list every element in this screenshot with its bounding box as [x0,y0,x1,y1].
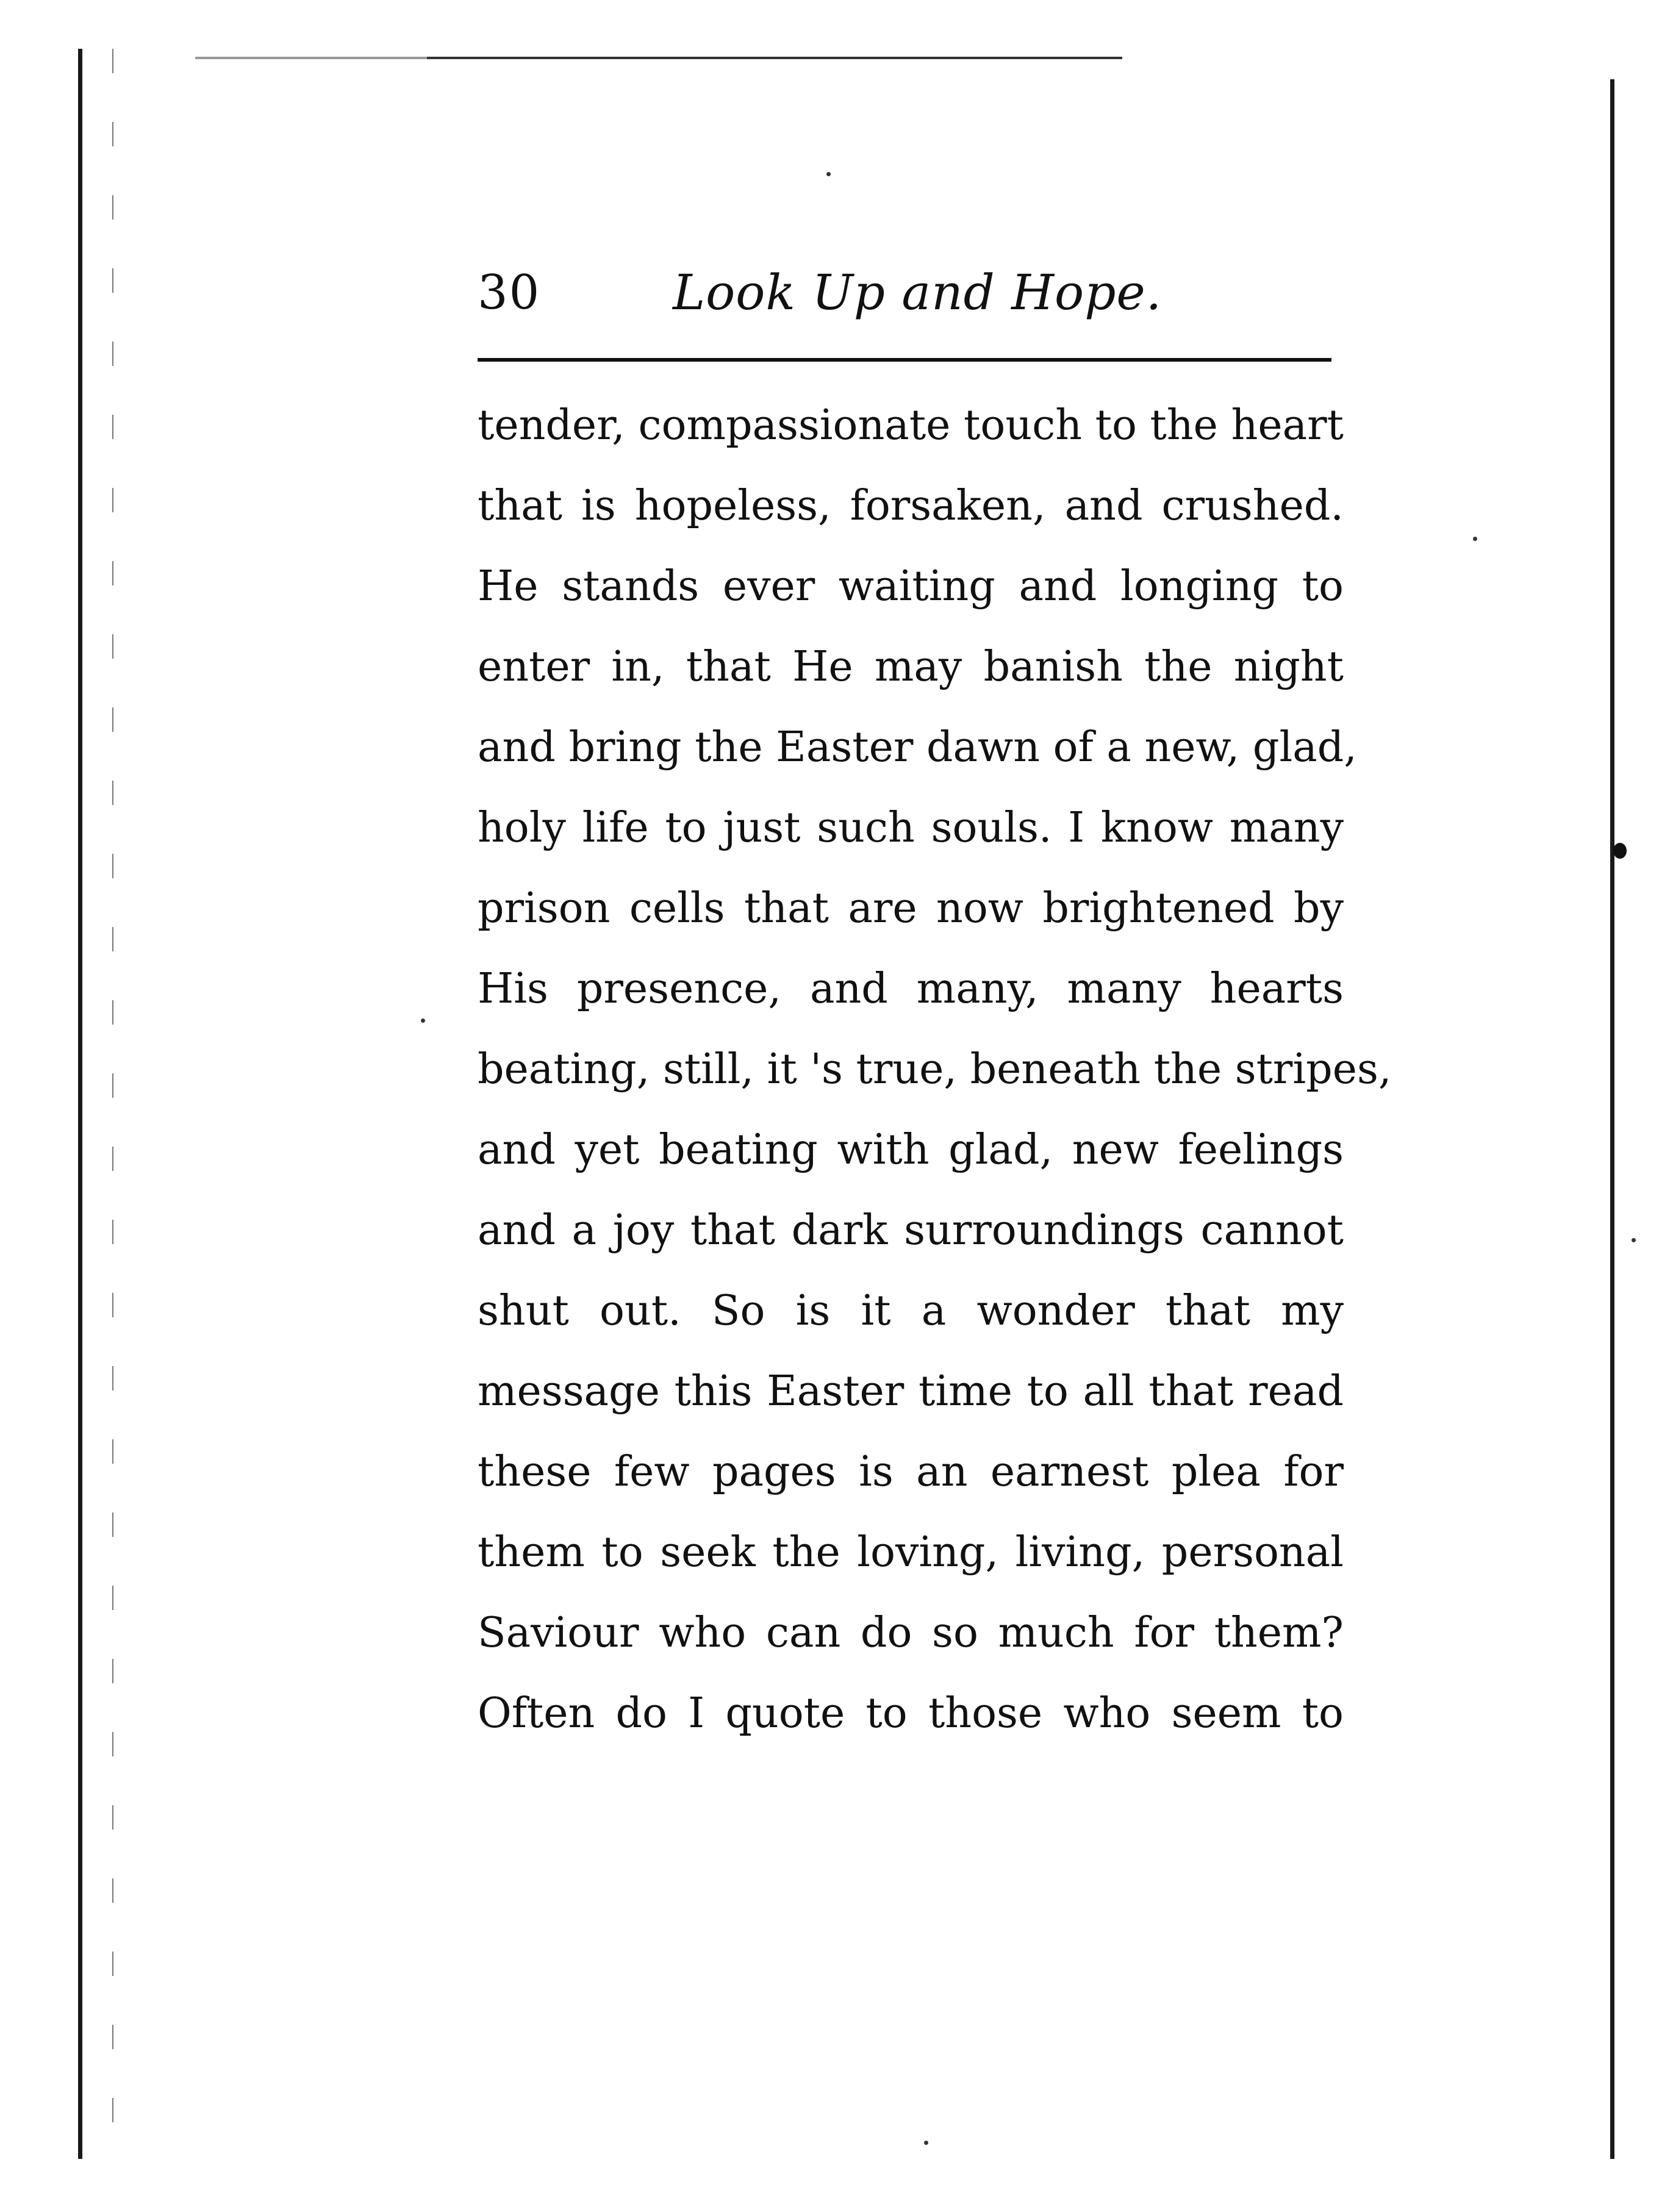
text-line: that is hopeless, forsaken, and crushed. [478,482,1344,530]
running-title: Look Up and Hope. [673,264,1163,321]
page-number: 30 [478,265,541,320]
text-line: message this Easter time to all that read [478,1367,1344,1416]
body-text [478,385,1392,1754]
scan-ink-blot [1613,843,1627,859]
text-line: beating, still, it 's true, beneath the stripes, [478,1045,1392,1093]
scan-speck [1632,1238,1636,1242]
scan-edge-left [78,49,82,2159]
text-line: and bring the Easter dawn of a new, glad, [478,723,1357,771]
text-line: these few pages is an earnest plea for [478,1448,1344,1496]
scan-speck [924,2141,928,2145]
scan-edge-top [85,57,1122,59]
header-rule [478,358,1331,362]
scan-edge-left-inner [112,49,113,2159]
scan-speck [421,1018,425,1023]
text-line: Saviour who can do so much for them? [478,1609,1344,1657]
running-head [478,256,1331,329]
text-line: enter in, that He may banish the night [478,643,1344,691]
text-line: Often do I quote to those who seem to [478,1689,1344,1738]
scan-speck [1473,537,1477,541]
text-line: and yet beating with glad, new feelings [478,1126,1344,1174]
text-line: His presence, and many, many hearts [478,965,1344,1013]
text-line: and a joy that dark surroundings cannot [478,1206,1344,1255]
text-line: tender, compassionate touch to the heart [478,401,1344,449]
text-line: prison cells that are now brightened by [478,884,1344,932]
text-line: He stands ever waiting and longing to [478,562,1344,610]
scan-edge-right [1610,79,1614,2159]
text-line: shut out. So is it a wonder that my [478,1287,1344,1335]
text-line: them to seek the loving, living, personal [478,1528,1344,1577]
text-line: holy life to just such souls. I know many [478,804,1344,852]
scan-speck [826,172,831,176]
